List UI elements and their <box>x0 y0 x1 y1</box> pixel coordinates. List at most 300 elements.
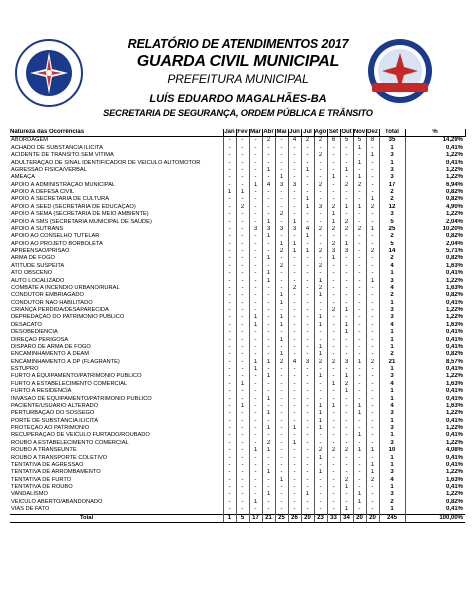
table-cell: - <box>353 396 366 403</box>
table-cell: - <box>366 160 379 167</box>
total-cell: 20 <box>353 514 366 522</box>
table-cell: - <box>288 255 301 262</box>
report-title: RELATÓRIO DE ATENDIMENTOS 2017 <box>127 37 349 51</box>
table-cell: 0,41% <box>405 300 465 307</box>
table-cell: - <box>236 152 249 159</box>
column-header: Jul <box>301 129 314 137</box>
table-cell: - <box>340 418 353 425</box>
table-cell: - <box>249 145 262 152</box>
occurrence-name: FURTO A EQUIPAMENTO/PATRIMÔNIO PÚBLICO <box>11 373 142 380</box>
table-cell: - <box>353 418 366 425</box>
table-cell: - <box>301 351 314 358</box>
table-cell: 1 <box>275 322 288 329</box>
table-cell: - <box>288 167 301 174</box>
table-cell: - <box>288 381 301 388</box>
table-cell: 10,20% <box>405 226 465 233</box>
table-cell: - <box>340 270 353 277</box>
table-cell: - <box>236 418 249 425</box>
table-cell: - <box>353 263 366 270</box>
table-cell: - <box>327 196 340 203</box>
table-cell: 1 <box>353 432 366 439</box>
table-cell: - <box>353 233 366 240</box>
table-cell: 0,82% <box>405 255 465 262</box>
table-cell: - <box>223 167 236 174</box>
table-cell: - <box>366 307 379 314</box>
table-cell: 1 <box>288 440 301 447</box>
table-cell: - <box>249 152 262 159</box>
table-cell: 1 <box>275 174 288 181</box>
table-row <box>10 469 465 476</box>
table-cell: - <box>223 344 236 351</box>
table-cell: - <box>327 351 340 358</box>
table-row <box>10 403 465 410</box>
table-cell: - <box>353 211 366 218</box>
table-cell: - <box>301 447 314 454</box>
occurrence-name: INVASÃO DE EQUIPAMENTO/PATRIMÔNIO PÚBLICO <box>11 395 152 402</box>
table-cell: - <box>353 167 366 174</box>
table-cell: - <box>301 440 314 447</box>
table-cell: - <box>223 204 236 211</box>
table-cell: 2 <box>340 226 353 233</box>
table-cell: - <box>249 329 262 336</box>
table-cell: - <box>236 145 249 152</box>
table-cell: - <box>223 366 236 373</box>
table-cell: - <box>223 211 236 218</box>
table-cell: - <box>340 403 353 410</box>
municipal-seal-logo <box>14 38 84 108</box>
table-cell: - <box>223 300 236 307</box>
table-cell: - <box>301 366 314 373</box>
occurrence-name: AMEAÇA <box>11 174 36 181</box>
table-cell: - <box>223 440 236 447</box>
table-cell: - <box>249 307 262 314</box>
table-cell: 2 <box>314 152 327 159</box>
table-cell: 1 <box>236 381 249 388</box>
table-cell: - <box>301 455 314 462</box>
table-cell: 2,04% <box>405 241 465 248</box>
table-cell: - <box>236 248 249 255</box>
table-cell: 3 <box>379 469 405 476</box>
table-cell: - <box>236 396 249 403</box>
column-header: Ago <box>314 129 327 135</box>
table-cell: - <box>275 447 288 454</box>
table-cell: - <box>353 189 366 196</box>
table-cell: 1 <box>288 425 301 432</box>
table-cell: 1 <box>379 506 405 514</box>
table-cell: 1 <box>275 477 288 484</box>
table-cell: 3 <box>288 226 301 233</box>
table-cell: - <box>301 337 314 344</box>
table-cell: - <box>262 329 275 336</box>
total-row <box>10 514 465 522</box>
table-cell: - <box>249 167 262 174</box>
table-cell: 3 <box>379 314 405 321</box>
table-cell: - <box>301 300 314 307</box>
table-cell: 2 <box>327 204 340 211</box>
table-cell: - <box>249 189 262 196</box>
table-cell: 0,82% <box>405 499 465 506</box>
table-cell: - <box>249 491 262 498</box>
occurrence-name: APOIO AO PROJETO BORBOLETA <box>11 240 103 247</box>
occurrence-name: APOIO À SECRETARIA DE CULTURA <box>11 196 110 203</box>
table-cell: - <box>366 506 379 514</box>
table-cell: - <box>275 388 288 395</box>
table-cell: 2 <box>262 440 275 447</box>
table-cell: 1 <box>262 219 275 226</box>
table-cell: - <box>301 432 314 439</box>
table-row <box>10 285 465 292</box>
table-cell: - <box>236 255 249 262</box>
column-header: Mai <box>276 129 287 135</box>
table-cell: - <box>288 506 301 514</box>
table-cell: - <box>327 167 340 174</box>
occurrence-name: APOIO À SEED (SECRETARIA DE EDUCAÇÃO) <box>11 203 136 210</box>
table-cell: - <box>262 322 275 329</box>
table-cell: - <box>236 484 249 491</box>
table-cell: - <box>314 233 327 240</box>
table-cell: 2 <box>366 477 379 484</box>
table-cell: 6,94% <box>405 182 465 189</box>
table-cell: 1 <box>353 145 366 152</box>
table-cell: - <box>288 351 301 358</box>
occurrence-name: VANDALISMO <box>11 491 48 498</box>
table-cell: 1 <box>288 219 301 226</box>
table-cell: 3 <box>379 152 405 159</box>
table-cell: - <box>223 388 236 395</box>
table-cell: 3 <box>301 359 314 366</box>
table-cell: 1 <box>314 469 327 476</box>
table-cell: - <box>262 241 275 248</box>
table-cell: 0,41% <box>405 344 465 351</box>
table-cell: - <box>314 381 327 388</box>
table-cell: - <box>301 403 314 410</box>
table-row <box>10 447 465 454</box>
table-cell: 0,41% <box>405 396 465 403</box>
table-cell: - <box>223 226 236 233</box>
table-cell: - <box>275 455 288 462</box>
table-cell: 1 <box>262 447 275 454</box>
table-cell: - <box>353 381 366 388</box>
table-cell: - <box>301 211 314 218</box>
table-cell: - <box>236 410 249 417</box>
table-cell: 1 <box>301 167 314 174</box>
table-cell: - <box>301 263 314 270</box>
occurrence-name: APOIO AO CONSELHO TUTELAR <box>11 233 100 240</box>
table-cell: 2 <box>379 233 405 240</box>
table-cell: - <box>236 506 249 514</box>
table-cell: - <box>314 506 327 514</box>
table-cell: 4 <box>379 403 405 410</box>
table-cell: 3 <box>340 248 353 255</box>
table-cell: - <box>288 469 301 476</box>
table-cell: 1 <box>366 447 379 454</box>
table-cell: - <box>301 285 314 292</box>
table-cell: - <box>314 484 327 491</box>
table-cell: 0,41% <box>405 160 465 167</box>
table-cell: - <box>340 152 353 159</box>
table-cell: - <box>314 388 327 395</box>
table-cell: - <box>223 174 236 181</box>
table-cell: - <box>249 396 262 403</box>
table-cell: 1,22% <box>405 307 465 314</box>
table-cell: 1 <box>262 278 275 285</box>
table-cell: 3 <box>379 410 405 417</box>
table-cell: 4 <box>301 226 314 233</box>
table-cell: 2 <box>275 263 288 270</box>
table-cell: 5,71% <box>405 248 465 255</box>
table-cell: - <box>275 204 288 211</box>
table-cell: - <box>275 307 288 314</box>
table-cell: - <box>275 189 288 196</box>
table-cell: - <box>249 484 262 491</box>
table-cell: - <box>288 263 301 270</box>
table-cell: - <box>340 160 353 167</box>
table-cell: - <box>314 477 327 484</box>
table-cell: - <box>366 285 379 292</box>
table-cell: - <box>262 196 275 203</box>
table-cell: 1 <box>366 226 379 233</box>
table-cell: - <box>301 270 314 277</box>
table-cell: 0,41% <box>405 418 465 425</box>
table-cell: - <box>288 484 301 491</box>
table-cell: - <box>262 381 275 388</box>
table-row <box>10 440 465 447</box>
table-cell: 0,41% <box>405 329 465 336</box>
occurrence-name: ATO OBSCENO <box>11 270 53 277</box>
occurrence-name: VIAS DE FATO <box>11 506 50 513</box>
table-cell: 0,82% <box>405 196 465 203</box>
table-cell: - <box>223 145 236 152</box>
table-cell: 1 <box>379 329 405 336</box>
table-header-row <box>10 129 465 137</box>
occurrence-name: APOIO À ADMINISTRAÇÃO MUNICIPAL <box>11 181 116 188</box>
table-cell: 3 <box>288 182 301 189</box>
table-cell: 1,22% <box>405 469 465 476</box>
table-cell: 1 <box>301 204 314 211</box>
table-cell: - <box>275 410 288 417</box>
table-cell: - <box>327 292 340 299</box>
table-cell: - <box>223 255 236 262</box>
table-cell: 2 <box>327 307 340 314</box>
table-cell: - <box>314 196 327 203</box>
table-row <box>10 381 465 388</box>
table-cell: - <box>353 440 366 447</box>
table-row <box>10 491 465 498</box>
column-header: Set <box>328 129 339 135</box>
table-cell: - <box>236 174 249 181</box>
table-cell: 1 <box>379 270 405 277</box>
occurrences-table <box>10 129 466 523</box>
table-cell: - <box>301 255 314 262</box>
table-cell: 2 <box>327 447 340 454</box>
table-cell: - <box>366 189 379 196</box>
table-cell: - <box>288 410 301 417</box>
total-cell: 100,00% <box>405 514 465 522</box>
table-cell: - <box>288 432 301 439</box>
table-cell: - <box>262 366 275 373</box>
table-row <box>10 462 465 469</box>
table-cell: 2 <box>275 359 288 366</box>
occurrence-name: DISPARO DE ARMA DE FOGO <box>11 343 91 350</box>
table-cell: 2 <box>262 137 275 145</box>
total-cell: 5 <box>236 514 249 522</box>
table-cell: - <box>236 307 249 314</box>
table-row <box>10 337 465 344</box>
table-cell: - <box>366 211 379 218</box>
table-cell: - <box>314 160 327 167</box>
table-cell: 1 <box>262 425 275 432</box>
table-cell: 4 <box>379 477 405 484</box>
table-cell: - <box>249 300 262 307</box>
table-cell: - <box>366 300 379 307</box>
table-cell: 0,41% <box>405 270 465 277</box>
table-cell: - <box>262 204 275 211</box>
table-cell: - <box>236 226 249 233</box>
table-cell: 1 <box>379 484 405 491</box>
table-cell: - <box>301 174 314 181</box>
table-row <box>10 145 465 152</box>
table-cell: 1 <box>340 373 353 380</box>
column-header: Abr <box>263 129 274 135</box>
table-cell: 14,29% <box>405 137 465 145</box>
table-cell: 1 <box>301 233 314 240</box>
occurrence-name: VEÍCULO ABERTO/ABANDONADO <box>11 498 103 505</box>
table-cell: - <box>327 366 340 373</box>
table-cell: 0,41% <box>405 337 465 344</box>
table-cell: 1 <box>249 366 262 373</box>
table-cell: - <box>340 263 353 270</box>
table-cell: 1 <box>314 418 327 425</box>
table-cell: - <box>366 337 379 344</box>
table-cell: 1,22% <box>405 211 465 218</box>
table-cell: 0,41% <box>405 462 465 469</box>
table-cell: 1 <box>327 219 340 226</box>
table-cell: 2 <box>379 499 405 506</box>
table-cell: - <box>288 145 301 152</box>
table-cell: - <box>275 396 288 403</box>
table-cell: - <box>340 285 353 292</box>
table-cell: - <box>366 241 379 248</box>
table-row <box>10 455 465 462</box>
table-cell: 1 <box>314 403 327 410</box>
table-cell: - <box>353 484 366 491</box>
table-cell: - <box>236 425 249 432</box>
table-cell: - <box>353 344 366 351</box>
table-cell: - <box>288 447 301 454</box>
table-row <box>10 211 465 218</box>
table-cell: - <box>262 152 275 159</box>
table-cell: 1 <box>340 167 353 174</box>
table-cell: - <box>366 292 379 299</box>
table-cell: - <box>262 484 275 491</box>
table-cell: 2 <box>379 189 405 196</box>
table-row <box>10 300 465 307</box>
table-cell: - <box>327 314 340 321</box>
occurrence-name: ENCAMINHAMENTO À DP (FLAGRANTE) <box>11 358 120 365</box>
total-cell: 33 <box>327 514 340 522</box>
table-cell: - <box>262 351 275 358</box>
table-cell: - <box>236 292 249 299</box>
table-cell: 1 <box>327 255 340 262</box>
table-cell: - <box>275 152 288 159</box>
table-cell: - <box>353 322 366 329</box>
table-cell: 1,22% <box>405 167 465 174</box>
table-cell: - <box>327 152 340 159</box>
total-cell: 20 <box>366 514 379 522</box>
table-cell: 1 <box>340 329 353 336</box>
table-row <box>10 219 465 226</box>
table-cell: 1 <box>262 396 275 403</box>
table-row <box>10 499 465 506</box>
table-cell: - <box>249 196 262 203</box>
table-cell: 1 <box>366 469 379 476</box>
table-cell: 1 <box>353 359 366 366</box>
table-cell: - <box>327 469 340 476</box>
column-header: Jun <box>289 129 300 135</box>
table-cell: 4,90% <box>405 204 465 211</box>
occurrence-name: DIREÇÃO PERIGOSA <box>11 336 69 343</box>
table-cell: - <box>314 491 327 498</box>
table-cell: 4,08% <box>405 447 465 454</box>
table-cell: - <box>223 447 236 454</box>
column-header: Fev <box>237 129 248 135</box>
table-cell: - <box>353 462 366 469</box>
table-cell: 3 <box>379 278 405 285</box>
table-cell: - <box>288 278 301 285</box>
table-cell: - <box>288 292 301 299</box>
occurrence-name: PROTEÇÃO AO PATRIMÔNIO <box>11 425 90 431</box>
table-cell: 2 <box>366 204 379 211</box>
table-cell: - <box>236 491 249 498</box>
table-cell: - <box>314 241 327 248</box>
table-row <box>10 174 465 181</box>
table-cell: - <box>249 292 262 299</box>
table-cell: 1 <box>379 300 405 307</box>
table-cell: 1 <box>301 248 314 255</box>
report-header <box>0 0 474 126</box>
table-cell: 1 <box>314 455 327 462</box>
table-cell: - <box>236 462 249 469</box>
table-cell: - <box>327 396 340 403</box>
table-cell: 1 <box>327 211 340 218</box>
table-cell: - <box>249 160 262 167</box>
table-cell: - <box>236 322 249 329</box>
table-cell: - <box>301 160 314 167</box>
table-cell: - <box>327 182 340 189</box>
table-cell: - <box>314 462 327 469</box>
table-cell: - <box>366 396 379 403</box>
table-cell: - <box>314 300 327 307</box>
total-cell: 23 <box>314 514 327 522</box>
table-cell: 2 <box>314 447 327 454</box>
table-cell: 3 <box>327 248 340 255</box>
column-header: Total <box>379 129 405 137</box>
table-cell: - <box>223 263 236 270</box>
table-cell: - <box>275 418 288 425</box>
table-cell: 8 <box>366 137 379 145</box>
org-name: GUARDA CIVIL MUNICIPAL <box>136 53 340 70</box>
table-cell: - <box>223 373 236 380</box>
table-cell: - <box>236 337 249 344</box>
table-cell: - <box>223 322 236 329</box>
table-cell: 1,63% <box>405 403 465 410</box>
table-cell: 2 <box>340 477 353 484</box>
table-cell: 3 <box>379 425 405 432</box>
table-cell: 2 <box>366 359 379 366</box>
table-cell: 2 <box>379 255 405 262</box>
table-cell: 1 <box>353 403 366 410</box>
table-cell: - <box>249 425 262 432</box>
